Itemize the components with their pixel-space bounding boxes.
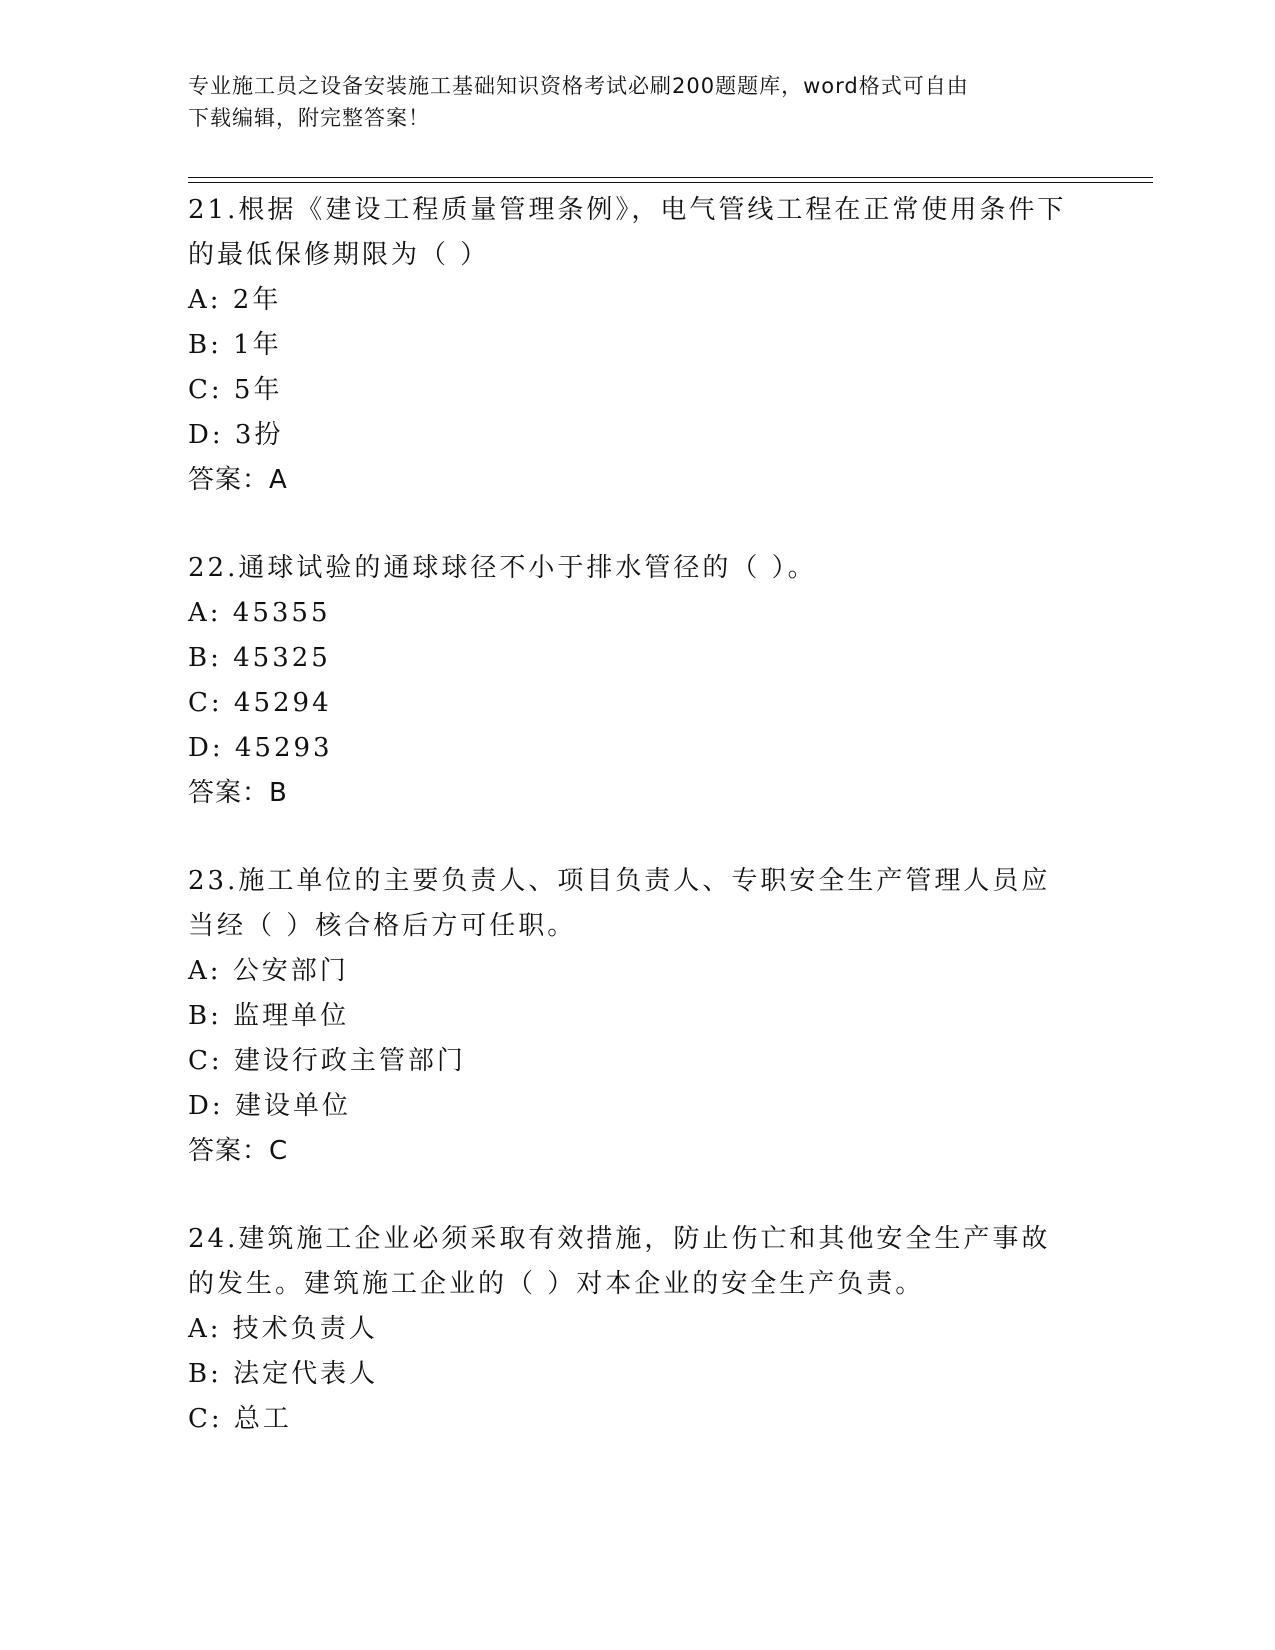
header-divider-bottom bbox=[188, 182, 1153, 183]
question-24 bbox=[188, 1217, 1068, 1442]
option-b: B: 法定代表人 bbox=[188, 1359, 379, 1389]
answer-line: 答案：C bbox=[188, 1136, 289, 1166]
question-stem: 24.建筑施工企业必须采取有效措施，防止伤亡和其他安全生产事故的发生。建筑施工企业的（ ）对本企业的安全生产负责。 bbox=[188, 1224, 1051, 1299]
question-21 bbox=[188, 188, 1068, 503]
header-title-line-2: 下载编辑，附完整答案！ bbox=[188, 106, 430, 130]
option-d: D: 3扮 bbox=[188, 420, 284, 450]
option-b: B: 45325 bbox=[188, 643, 331, 673]
question-22 bbox=[188, 546, 1068, 816]
option-d: D: 建设单位 bbox=[188, 1091, 351, 1121]
question-stem: 23.施工单位的主要负责人、项目负责人、专职安全生产管理人员应当经（ ）核合格后方可任职。 bbox=[188, 866, 1051, 941]
option-a: A: 45355 bbox=[188, 598, 331, 628]
document-header bbox=[188, 70, 1068, 134]
option-b: B: 监理单位 bbox=[188, 1001, 350, 1031]
answer-line: 答案：A bbox=[188, 465, 288, 495]
option-a: A: 技术负责人 bbox=[188, 1314, 378, 1344]
question-list bbox=[188, 188, 1068, 1485]
question-stem: 21.根据《建设工程质量管理条例》，电气管线工程在正常使用条件下的最低保修期限为（ ） bbox=[188, 195, 1067, 270]
option-c: C: 建设行政主管部门 bbox=[188, 1046, 466, 1076]
option-d: D: 45293 bbox=[188, 733, 333, 763]
option-c: C: 5年 bbox=[188, 375, 283, 405]
question-23 bbox=[188, 859, 1068, 1174]
option-a: A: 公安部门 bbox=[188, 956, 349, 986]
option-b: B: 1年 bbox=[188, 330, 282, 360]
option-c: C: 45294 bbox=[188, 688, 332, 718]
header-divider-top bbox=[188, 177, 1153, 178]
header-title-line-1: 专业施工员之设备安装施工基础知识资格考试必刷200题题库，word格式可自由 bbox=[188, 74, 969, 98]
option-a: A: 2年 bbox=[188, 285, 282, 315]
option-c: C: 总工 bbox=[188, 1404, 292, 1434]
answer-line: 答案：B bbox=[188, 778, 288, 808]
question-stem: 22.通球试验的通球球径不小于排水管径的（ ）。 bbox=[188, 553, 817, 583]
